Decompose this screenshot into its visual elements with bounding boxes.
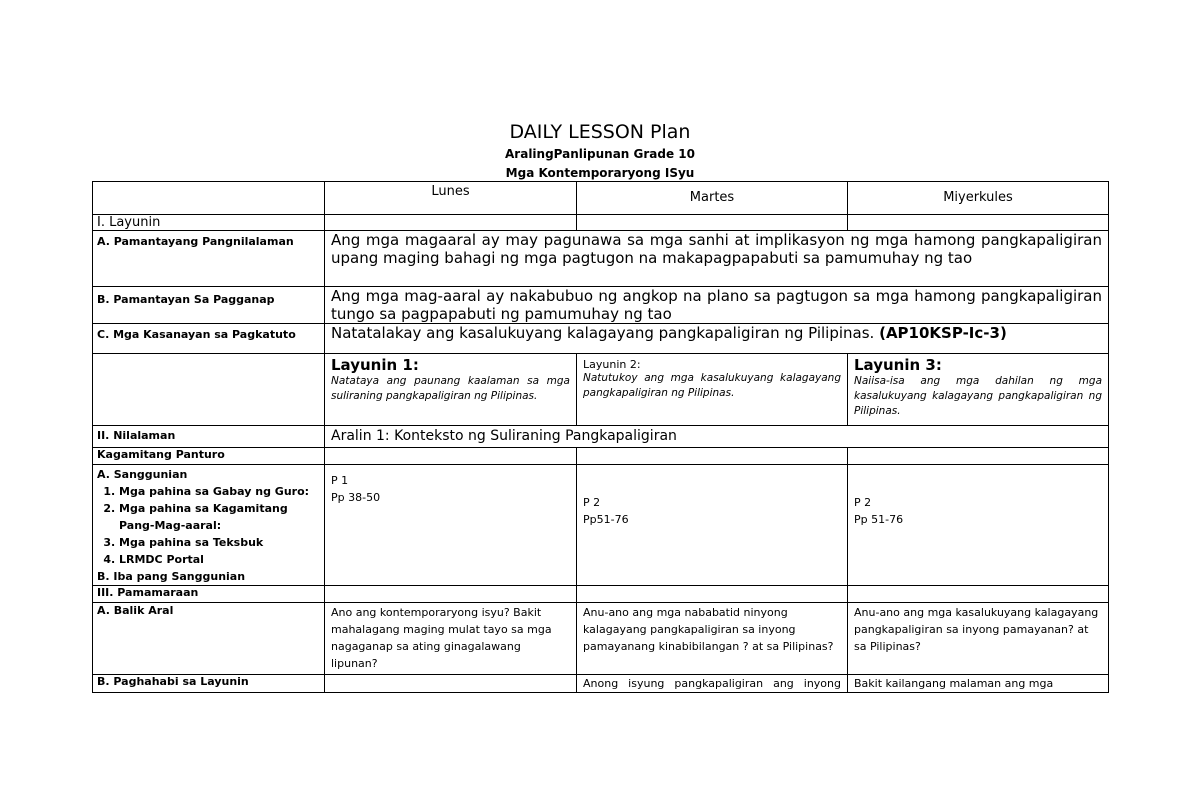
content-text: Aralin 1: Konteksto ng Suliraning Pangkapaligiran xyxy=(325,426,1109,448)
objective-1 xyxy=(325,354,577,426)
sanggunian-miyerkules xyxy=(848,465,1109,586)
empty-cell xyxy=(577,586,848,603)
balik-aral-miyerkules: Anu-ano ang mga kasalukuyang kalagayang pangkapaligiran sa inyong pamayanan? at sa Pilipinas? xyxy=(848,603,1109,675)
balik-aral-lunes: Ano ang kontemporaryong isyu? Bakit mahalagang maging mulat tayo sa mga nagaganap sa ating ginagalawang lipunan? xyxy=(325,603,577,675)
table-row xyxy=(93,354,1109,426)
sanggunian-lunes xyxy=(325,465,577,586)
row-label-balik-aral: A. Balik Aral xyxy=(93,603,325,675)
table-row xyxy=(93,324,1109,354)
paghahabi-miyerkules: Bakit kailangang malaman ang mga xyxy=(848,675,1109,693)
sanggunian-list xyxy=(97,483,318,568)
day-header-martes: Martes xyxy=(577,182,848,215)
table-row xyxy=(93,603,1109,675)
list-item: 3. Mga pahina sa Teksbuk xyxy=(119,534,318,551)
empty-cell xyxy=(93,354,325,426)
objective-text: Natutukoy ang mga kasalukuyang kalagayang pangkapaligiran ng Pilipinas. xyxy=(583,372,841,399)
balik-aral-martes: Anu-ano ang mga nababatid ninyong kalagayang pangkapaligiran sa inyong pamayanang kinabibilangan ? at sa Pilipinas? xyxy=(577,603,848,675)
row-label-nilalaman: II. Nilalaman xyxy=(93,426,325,448)
objective-heading: Layunin 3: xyxy=(854,356,942,374)
table-row xyxy=(93,215,1109,231)
objective-text: Natataya ang paunang kaalaman sa mga suliraning pangkapaligiran ng Pilipinas. xyxy=(331,375,570,402)
objective-text: Naiisa-isa ang mga dahilan ng mga kasalukuyang kalagayang pangkapaligiran ng Pilipinas. xyxy=(854,375,1102,417)
empty-cell xyxy=(325,586,577,603)
list-item: 2. Mga pahina sa Kagamitang Pang-Mag-aaral: xyxy=(119,500,318,534)
objective-heading: Layunin 1: xyxy=(331,356,419,374)
page-range: Pp51-76 xyxy=(583,513,629,526)
row-label-pamantayan-sa-pagganap: B. Pamantayan Sa Pagganap xyxy=(93,287,325,324)
empty-cell xyxy=(577,448,848,465)
competency-code: (AP10KSP-Ic-3) xyxy=(879,324,1007,342)
sanggunian-martes xyxy=(577,465,848,586)
empty-cell xyxy=(848,448,1109,465)
table-row xyxy=(93,465,1109,586)
empty-cell xyxy=(848,586,1109,603)
list-item: 4. LRMDC Portal xyxy=(119,551,318,568)
sanggunian-cell xyxy=(93,465,325,586)
page-ref: P 2 xyxy=(854,496,872,509)
lesson-plan-table xyxy=(92,181,1109,693)
day-header-lunes: Lunes xyxy=(325,182,577,215)
day-header-miyerkules: Miyerkules xyxy=(848,182,1109,215)
empty-cell xyxy=(93,182,325,215)
competency-text: Natatalakay ang kasalukuyang kalagayang pangkapaligiran ng Pilipinas. xyxy=(331,324,880,342)
objective-2 xyxy=(577,354,848,426)
objective-3 xyxy=(848,354,1109,426)
row-label-pamamaraan: III. Pamamaraan xyxy=(93,586,325,603)
subject-line: AralingPanlipunan Grade 10 xyxy=(505,147,695,161)
list-item: 1. Mga pahina sa Gabay ng Guro: xyxy=(119,483,318,500)
objective-heading: Layunin 2: xyxy=(583,358,641,371)
row-label-pamantayang-pangnilalaman: A. Pamantayang Pangnilalaman xyxy=(93,231,325,287)
topic-line: Mga Kontemporaryong ISyu xyxy=(505,166,695,180)
paghahabi-lunes xyxy=(325,675,577,693)
empty-cell xyxy=(325,215,577,231)
page-range: Pp 38-50 xyxy=(331,491,381,504)
performance-standard-text: Ang mga mag-aaral ay nakabubuo ng angkop na plano sa pagtugon sa mga hamong pangkapaligiran tungo sa pagpapabuti ng pamumuhay ng tao xyxy=(325,287,1109,324)
row-label-kagamitang-panturo: Kagamitang Panturo xyxy=(93,448,325,465)
row-label-layunin: I. Layunin xyxy=(93,215,325,231)
content-standard-text: Ang mga magaaral ay may pagunawa sa mga sanhi at implikasyon ng mga hamong pangkapaligiran upang maging bahagi ng mga pagtugon na makapagpapabuti sa pamumuhay ng tao xyxy=(325,231,1109,287)
table-row xyxy=(93,426,1109,448)
table-row xyxy=(93,586,1109,603)
row-label-iba-pang-sanggunian: B. Iba pang Sanggunian xyxy=(97,570,246,583)
table-row xyxy=(93,448,1109,465)
empty-cell xyxy=(848,215,1109,231)
row-label-kasanayan: C. Mga Kasanayan sa Pagkatuto xyxy=(93,324,325,354)
table-row xyxy=(93,231,1109,287)
empty-cell xyxy=(577,215,848,231)
document-title: DAILY LESSON Plan xyxy=(509,121,691,143)
page-range: Pp 51-76 xyxy=(854,513,904,526)
page-ref: P 2 xyxy=(583,496,601,509)
table-row xyxy=(93,675,1109,693)
paghahabi-martes: Anong isyung pangkapaligiran ang inyong xyxy=(577,675,848,693)
page-ref: P 1 xyxy=(331,474,349,487)
table-row xyxy=(93,287,1109,324)
competency-cell xyxy=(325,324,1109,354)
empty-cell xyxy=(325,448,577,465)
row-label-paghahabi: B. Paghahabi sa Layunin xyxy=(93,675,325,693)
table-row xyxy=(93,182,1109,215)
row-label-sanggunian: A. Sanggunian xyxy=(97,468,188,481)
